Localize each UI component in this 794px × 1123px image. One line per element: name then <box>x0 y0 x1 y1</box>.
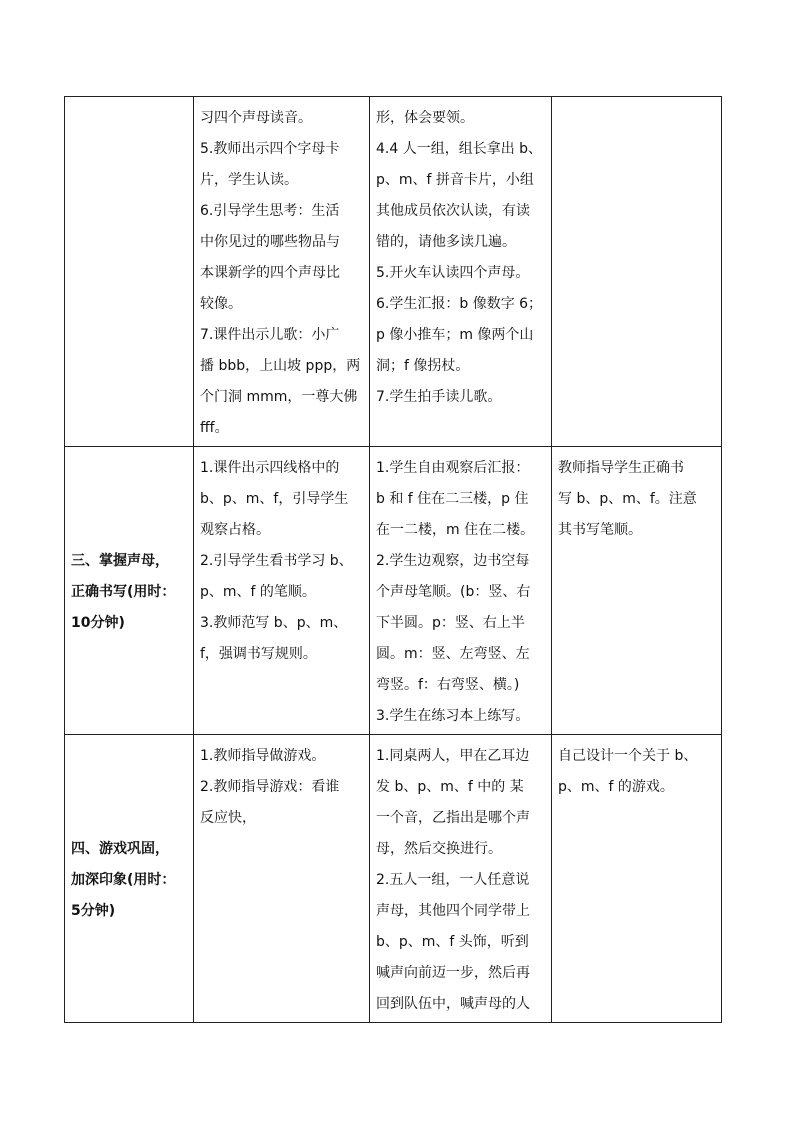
lesson-plan-body <box>65 97 722 1023</box>
student-activity-line: 在一二楼，m 住在二楼。 <box>376 522 535 538</box>
student-activity-line: 个声母笔顺。(b：竖、右 <box>376 584 531 600</box>
student-activity-line: 其他成员依次认读，有读 <box>376 203 530 219</box>
student-activity-line: 6.学生汇报：b 像数字 6； <box>376 296 543 312</box>
student-activity-line: 发 b、p、m、f 中的 某 <box>376 779 524 795</box>
teacher-activity-line: 2.引导学生看书学习 b、 <box>200 553 353 569</box>
lesson-plan-table <box>64 96 722 1023</box>
student-activity-line: 下半圆。p：竖、右上半 <box>376 615 525 631</box>
teacher-activity-line: 1.教师指导做游戏。 <box>200 748 326 764</box>
stage-cell <box>65 735 194 1023</box>
student-activity-line: 一个音，乙指出是哪个声 <box>376 810 530 826</box>
teacher-activity-line: 中你见过的哪些物品与 <box>200 234 340 250</box>
teacher-activity-line: p、m、f 的笔顺。 <box>200 584 316 600</box>
student-activity-line: 7.学生拍手读儿歌。 <box>376 389 502 405</box>
student-activity-line: 3.学生在练习本上练写。 <box>376 708 530 724</box>
design-note-line: 教师指导学生正确书 <box>558 460 684 476</box>
teacher-activity-line: 5.教师出示四个字母卡 <box>200 141 340 157</box>
student-activity-line: 弯竖。f：右弯竖、横。) <box>376 677 520 693</box>
student-activity-line: 母，然后交换进行。 <box>376 841 502 857</box>
teacher-activity-line: 较像。 <box>200 296 242 312</box>
teacher-activity-line: 反应快， <box>200 810 256 826</box>
teacher-activity-line: 片，学生认读。 <box>200 172 298 188</box>
teacher-activity-line: 7.课件出示儿歌：小广 <box>200 327 340 343</box>
design-note-line: 自己设计一个关于 b、 <box>558 748 698 764</box>
teacher-activity-line: b、p、m、f，引导学生 <box>200 491 349 507</box>
teacher-activity-cell <box>194 97 370 447</box>
stage-line: 正确书写(用时： <box>71 584 176 600</box>
teacher-activity-line: f，强调书写规则。 <box>200 646 317 662</box>
teacher-activity-line: 播 bbb，上山坡 ppp，两 <box>200 358 361 374</box>
student-activity-line: 5.开火车认读四个声母。 <box>376 265 530 281</box>
student-activity-line: p、m、f 拼音卡片，小组 <box>376 172 534 188</box>
student-activity-line: 圆。m：竖、左弯竖、左 <box>376 646 530 662</box>
student-activity-line: 2.学生边观察，边书空每 <box>376 553 530 569</box>
student-activity-line: 洞；f 像拐杖。 <box>376 358 470 374</box>
design-note-cell <box>552 735 722 1023</box>
student-activity-line: 错的，请他多读几遍。 <box>376 234 516 250</box>
student-activity-line: 1.学生自由观察后汇报： <box>376 460 530 476</box>
teacher-activity-line: 本课新学的四个声母比 <box>200 265 340 281</box>
student-activity-line: 4.4 人一组，组长拿出 b、 <box>376 141 543 157</box>
design-note-cell <box>552 97 722 447</box>
teacher-activity-line: 3.教师范写 b、p、m、 <box>200 615 348 631</box>
student-activity-line: 1.同桌两人，甲在乙耳边 <box>376 748 530 764</box>
table-row <box>65 735 722 1023</box>
teacher-activity-line: 习四个声母读音。 <box>200 110 312 126</box>
student-activity-cell <box>370 97 552 447</box>
student-activity-line: 喊声向前迈一步，然后再 <box>376 965 530 981</box>
teacher-activity-cell <box>194 447 370 735</box>
student-activity-line: b、p、m、f 头饰，听到 <box>376 934 529 950</box>
teacher-activity-line: 个门洞 mmm，一尊大佛 <box>200 389 358 405</box>
teacher-activity-line: 2.教师指导游戏：看谁 <box>200 779 340 795</box>
stage-line: 10分钟) <box>71 615 125 631</box>
design-note-line: 其书写笔顺。 <box>558 522 642 538</box>
stage-cell <box>65 447 194 735</box>
student-activity-cell <box>370 447 552 735</box>
teacher-activity-line: fff。 <box>200 420 229 436</box>
table-row <box>65 447 722 735</box>
design-note-line: 写 b、p、m、f。注意 <box>558 491 697 507</box>
stage-line: 三、掌握声母， <box>71 553 169 569</box>
design-note-line: p、m、f 的游戏。 <box>558 779 674 795</box>
student-activity-line: b 和 f 住在二三楼，p 住 <box>376 491 529 507</box>
table-row <box>65 97 722 447</box>
teacher-activity-cell <box>194 735 370 1023</box>
stage-line: 5分钟) <box>71 903 116 919</box>
stage-line: 加深印象(用时： <box>71 872 176 888</box>
student-activity-line: 形，体会要领。 <box>376 110 474 126</box>
teacher-activity-line: 1.课件出示四线格中的 <box>200 460 340 476</box>
student-activity-line: 2.五人一组，一人任意说 <box>376 872 530 888</box>
stage-cell <box>65 97 194 447</box>
student-activity-line: 回到队伍中，喊声母的人 <box>376 996 530 1012</box>
student-activity-line: p 像小推车；m 像两个山 <box>376 327 534 343</box>
student-activity-cell <box>370 735 552 1023</box>
teacher-activity-line: 观察占格。 <box>200 522 270 538</box>
student-activity-line: 声母，其他四个同学带上 <box>376 903 530 919</box>
design-note-cell <box>552 447 722 735</box>
teacher-activity-line: 6.引导学生思考：生活 <box>200 203 340 219</box>
stage-line: 四、游戏巩固， <box>71 841 169 857</box>
